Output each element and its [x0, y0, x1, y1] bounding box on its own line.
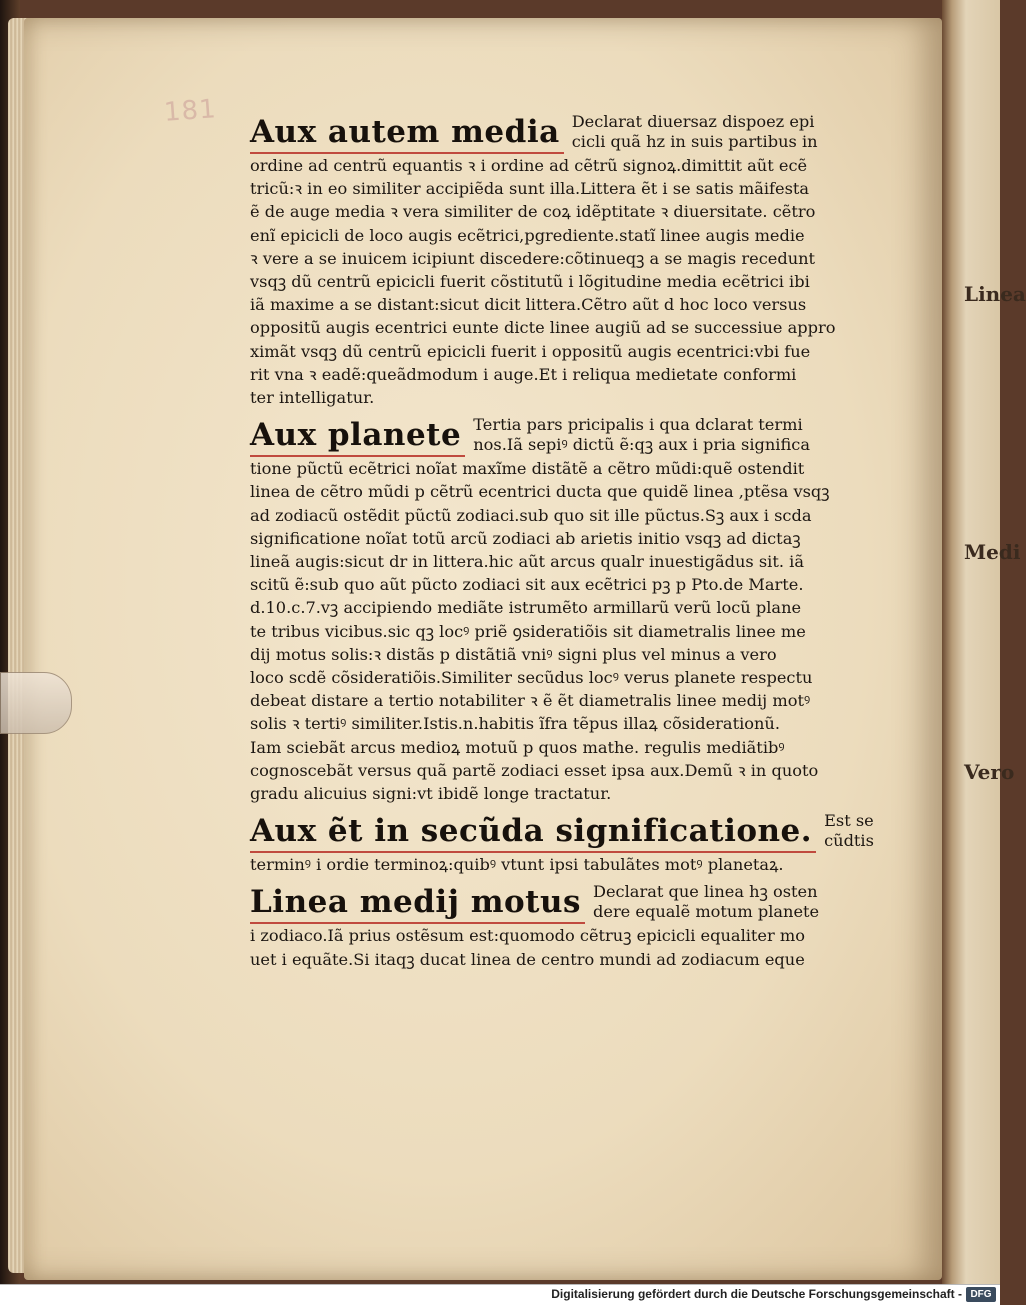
text-line: ꝛ vere a se inuicem icipiunt discedere:cõtinueqꝫ a se magis recedunt	[250, 248, 816, 268]
text-line: linea de cẽtro mũdi p cẽtrũ ecentrici ducta que quidẽ linea ,ptẽsa vsqꝫ	[250, 482, 830, 502]
text-line: Iam sciebãt arcus medioꝝ motuũ p quos mathe. regulis mediãtibꝰ	[250, 737, 785, 757]
text-line: tione pũctũ ecẽtrici noĩat maxĩme distãtẽ a cẽtro mũdi:quẽ ostendit	[250, 459, 805, 479]
folio-number: 181	[163, 94, 218, 128]
text-line: cicli quã hz in suis partibus in	[571, 132, 818, 151]
section	[250, 415, 850, 805]
text-line: loco scdẽ cõsideratiõis.Similiter secũdus locꝰ verus planete respectu	[250, 668, 813, 688]
text-line: terminꝰ i ordie terminoꝝ:quibꝰ vtunt ipsi tabulãtes motꝰ planetaꝝ.	[250, 855, 784, 875]
section	[250, 882, 850, 970]
text-line: lineã augis:sicut dr in littera.hic aũt arcus qualr inuestigãdus sit. iã	[250, 552, 804, 572]
text-line: rit vna ꝛ eadẽ:queãdmodum i auge.Et i reliqua medietate conformi	[250, 364, 797, 384]
text-line: tricũ:ꝛ in eo similiter accipiẽda sunt illa.Littera ẽt i se satis mãifesta	[250, 179, 810, 199]
funding-credit: Digitalisierung gefördert durch die Deutsche Forschungsgemeinschaft -	[551, 1287, 962, 1301]
text-line: d.10.c.7.vꝫ accipiendo mediãte istrumẽto armillarũ verũ locũ plane	[250, 598, 802, 618]
text-line: ordine ad centrũ equantis ꝛ i ordine ad cẽtrũ signoꝝ.dimittit aũt ecẽ	[250, 156, 808, 175]
text-line: solis ꝛ tertiꝰ similiter.Istis.n.habitis ĩfra tẽpus illaꝝ cõsiderationũ.	[250, 714, 780, 734]
text-line: cognoscebãt versus quã partẽ zodiaci esset ipsa aux.Demũ ꝛ in quoto	[250, 760, 819, 780]
page-clip	[0, 672, 72, 734]
text-line: oppositũ augis ecentrici eunte dicte linee augiũ ad se successiue appro	[250, 318, 836, 338]
section-heading: Linea medij motus	[250, 882, 585, 924]
facing-fragment: Medi	[964, 540, 1021, 564]
text-line: dij motus solis:ꝛ distãs p distãtiã vniꝰ signi plus vel minus a vero	[250, 644, 777, 664]
text-line: Est se	[824, 811, 874, 831]
text-line: ẽ de auge media ꝛ vera similiter de coꝝ idẽptitate ꝛ diuersitate. cẽtro	[250, 202, 816, 222]
text-line: iã maxime a se distant:sicut dicit littera.Cẽtro aũt d hoc loco versus	[250, 295, 807, 315]
text-line: ximãt vsqꝫ dũ centrũ epicicli fuerit i oppositũ augis ecentrici:vbi fue	[250, 341, 811, 361]
facing-fragment: Vero	[964, 760, 1015, 784]
text-line: Declarat que linea hꝫ osten	[593, 882, 818, 902]
text-line: scitũ ẽ:sub quo aũt pũcto zodiaci sit aux ecẽtrici pꝫ p Pto.de Marte.	[250, 575, 804, 595]
section-heading: Aux ẽt in secũda significatione.	[250, 811, 816, 853]
section-heading: Aux autem media	[250, 112, 564, 154]
text-line: debeat distare a tertio notabiliter ꝛ ẽ ẽt diametralis linee medij motꝰ	[250, 691, 811, 711]
text-line: dere equalẽ motum planete	[593, 902, 820, 922]
text-line: vsqꝫ dũ centrũ epicicli fuerit cõstitutũ i lõgitudine media ecẽtrici ibi	[250, 272, 810, 292]
text-line: significatione noĩat totũ arcũ zodiaci ab arietis initio vsqꝫ ad dictaꝫ	[250, 528, 801, 548]
section-heading: Aux planete	[250, 415, 465, 457]
text-line: enĩ epicicli de loco augis ecẽtrici,pgrediente.statĩ linee augis medie	[250, 225, 805, 245]
text-line: Declarat diuersaz dispoez epi	[571, 112, 815, 131]
facing-fragment: Linea	[964, 282, 1026, 306]
text-line: Tertia pars pricipalis i qua dclarat termi	[473, 415, 803, 435]
text-line: te tribus vicibus.sic qꝫ locꝰ priẽ ꝯsideratiõis sit diametralis linee me	[250, 621, 806, 641]
text-line: cũdtis	[824, 831, 874, 851]
text-block	[250, 112, 874, 977]
facing-page	[942, 0, 1026, 1290]
section	[250, 811, 874, 876]
text-line: uet i equãte.Si itaqꝫ ducat linea de centro mundi ad zodiacum eque	[250, 949, 805, 969]
text-line: gradu alicuius signi:vt ibidẽ longe tractatur.	[250, 784, 612, 804]
text-line: i zodiaco.Iã prius ostẽsum est:quomodo cẽtruꝫ epicicli equaliter mo	[250, 926, 805, 946]
text-line: ad zodiacũ ostẽdit pũctũ zodiaci.sub quo sit ille pũctus.Sꝫ aux i scda	[250, 505, 812, 525]
footer-bar	[0, 1284, 1000, 1305]
text-line: nos.Iã sepiꝰ dictũ ẽ:qꝫ aux i pria significa	[473, 435, 810, 455]
text-line: ter intelligatur.	[250, 388, 375, 408]
section	[250, 112, 850, 409]
dfg-logo: DFG	[966, 1287, 996, 1302]
